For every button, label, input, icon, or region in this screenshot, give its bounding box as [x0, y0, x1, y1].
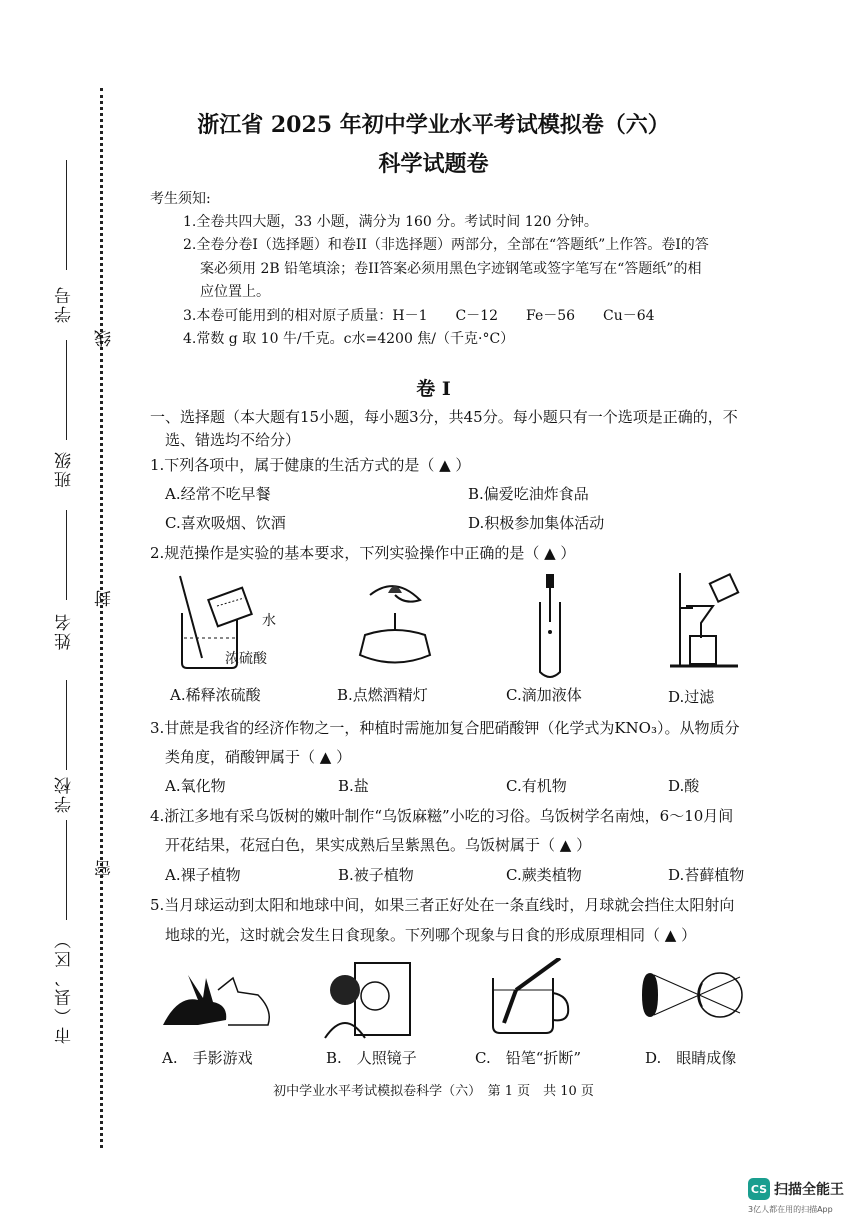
q5-option-d[interactable]: D. 眼睛成像 — [645, 1049, 737, 1067]
q1-option-b[interactable]: B.偏爱吃油炸食品 — [468, 485, 589, 503]
camscanner-logo-icon: CS — [748, 1178, 770, 1200]
q5-option-b[interactable]: B. 人照镜子 — [326, 1049, 417, 1067]
school-line — [66, 680, 67, 770]
secret-mark: 密 — [95, 858, 115, 877]
camscanner-slogan: 3亿人都在用的扫描App — [748, 1205, 833, 1214]
page-footer: 初中学业水平考试模拟卷科学（六） 第 1 页 共 10 页 — [273, 1084, 594, 1099]
binding-dotted-line — [100, 88, 103, 1148]
camscanner-watermark — [748, 1178, 844, 1215]
notice-item-2c: 应位置上。 — [200, 284, 270, 300]
section-heading: 一、选择题（本大题有15小题，每小题3分，共45分。每小题只有一个选项是正确的，不 — [150, 408, 738, 426]
q5-option-c[interactable]: C. 铅笔“折断” — [475, 1049, 582, 1067]
school-label: 学校 — [55, 775, 75, 813]
q3-option-b[interactable]: B.盐 — [338, 777, 369, 795]
q3-option-c[interactable]: C.有机物 — [506, 777, 567, 795]
notice-item-3: 3.本卷可能用到的相对原子质量：H－1 C－12 Fe－56 Cu－64 — [183, 308, 655, 324]
q4-option-c[interactable]: C.蕨类植物 — [506, 866, 582, 884]
eye-imaging-figure — [632, 965, 747, 1025]
notice-item-2: 2.全卷分卷I（选择题）和卷II（非选择题）两部分，全部在“答题纸”上作答。卷I的答 — [183, 237, 709, 253]
q4-stem-cont: 开花结果，花冠白色，果实成熟后呈紫黑色。乌饭树属于（ ▲ ） — [165, 836, 592, 854]
section-label: 卷 I — [416, 378, 451, 400]
section-heading-cont: 选、错选均不给分） — [165, 431, 301, 449]
notice-item-4: 4.常数 g 取 10 牛/千克。c水=4200 焦/（千克·°C） — [183, 331, 515, 347]
q3-option-d[interactable]: D.酸 — [668, 777, 700, 795]
mirror-figure — [320, 958, 415, 1040]
camscanner-name: 扫描全能王 — [774, 1182, 844, 1198]
q2-option-d[interactable]: D.过滤 — [668, 688, 715, 706]
q1-stem: 1.下列各项中，属于健康的生活方式的是（ ▲ ） — [150, 456, 471, 474]
q2-option-b[interactable]: B.点燃酒精灯 — [337, 686, 428, 704]
q1-option-d[interactable]: D.积极参加集体活动 — [468, 514, 605, 532]
hand-shadow-figure — [158, 970, 278, 1035]
q4-option-b[interactable]: B.被子植物 — [338, 866, 414, 884]
q2-option-c[interactable]: C.滴加液体 — [506, 686, 582, 704]
q4-stem: 4.浙江多地有采乌饭树的嫩叶制作“乌饭麻糍”小吃的习俗。乌饭树学名南烛，6～10月间 — [150, 807, 734, 825]
q5-stem: 5.当月球运动到太阳和地球中间，如果三者正好处在一条直线时，月球就会挡住太阳射向 — [150, 896, 735, 914]
q5-option-a[interactable]: A. 手影游戏 — [162, 1049, 253, 1067]
q3-stem: 3.甘蔗是我省的经济作物之一，种植时需施加复合肥硝酸钾（化学式为KNO₃）。从物质分 — [150, 719, 740, 737]
label-acid: 浓硫酸 — [225, 651, 267, 667]
seal-mark: 封 — [95, 588, 115, 607]
city-line — [66, 820, 67, 920]
page-title: 浙江省 2025 年初中学业水平考试模拟卷（六） — [197, 112, 670, 138]
notice-heading: 考生须知: — [150, 191, 211, 207]
dropper-figure — [530, 572, 570, 682]
q3-stem-cont: 类角度，硝酸钾属于（ ▲ ） — [165, 748, 352, 766]
q1-option-a[interactable]: A.经常不吃早餐 — [165, 485, 271, 503]
q4-option-a[interactable]: A.裸子植物 — [165, 866, 241, 884]
student-no-label: 学号 — [55, 285, 75, 323]
filtration-figure — [668, 568, 748, 673]
class-label: 班级 — [55, 450, 75, 488]
notice-item-1: 1.全卷共四大题，33 小题，满分为 160 分。考试时间 120 分钟。 — [183, 214, 598, 230]
q4-option-d[interactable]: D.苔藓植物 — [668, 866, 745, 884]
q3-option-a[interactable]: A.氧化物 — [165, 777, 226, 795]
notice-item-2b: 案必须用 2B 铅笔填涂；卷II答案必须用黑色字迹钢笔或签字笔写在“答题纸”的相 — [200, 261, 702, 277]
q2-stem: 2.规范操作是实验的基本要求，下列实验操作中正确的是（ ▲ ） — [150, 544, 576, 562]
name-line — [66, 510, 67, 600]
line-mark: 线 — [95, 328, 115, 347]
pencil-water-figure — [488, 958, 578, 1036]
label-water: 水 — [262, 613, 276, 629]
city-label: 市（县、区） — [55, 930, 75, 1044]
name-label: 姓名 — [55, 612, 75, 650]
page-subtitle: 科学试题卷 — [378, 151, 489, 177]
q2-option-a[interactable]: A.稀释浓硫酸 — [170, 686, 261, 704]
alcohol-lamp-figure — [350, 575, 440, 670]
q1-option-c[interactable]: C.喜欢吸烟、饮酒 — [165, 514, 286, 532]
q5-stem-cont: 地球的光，这时就会发生日食现象。下列哪个现象与日食的形成原理相同（ ▲ ） — [165, 926, 697, 944]
